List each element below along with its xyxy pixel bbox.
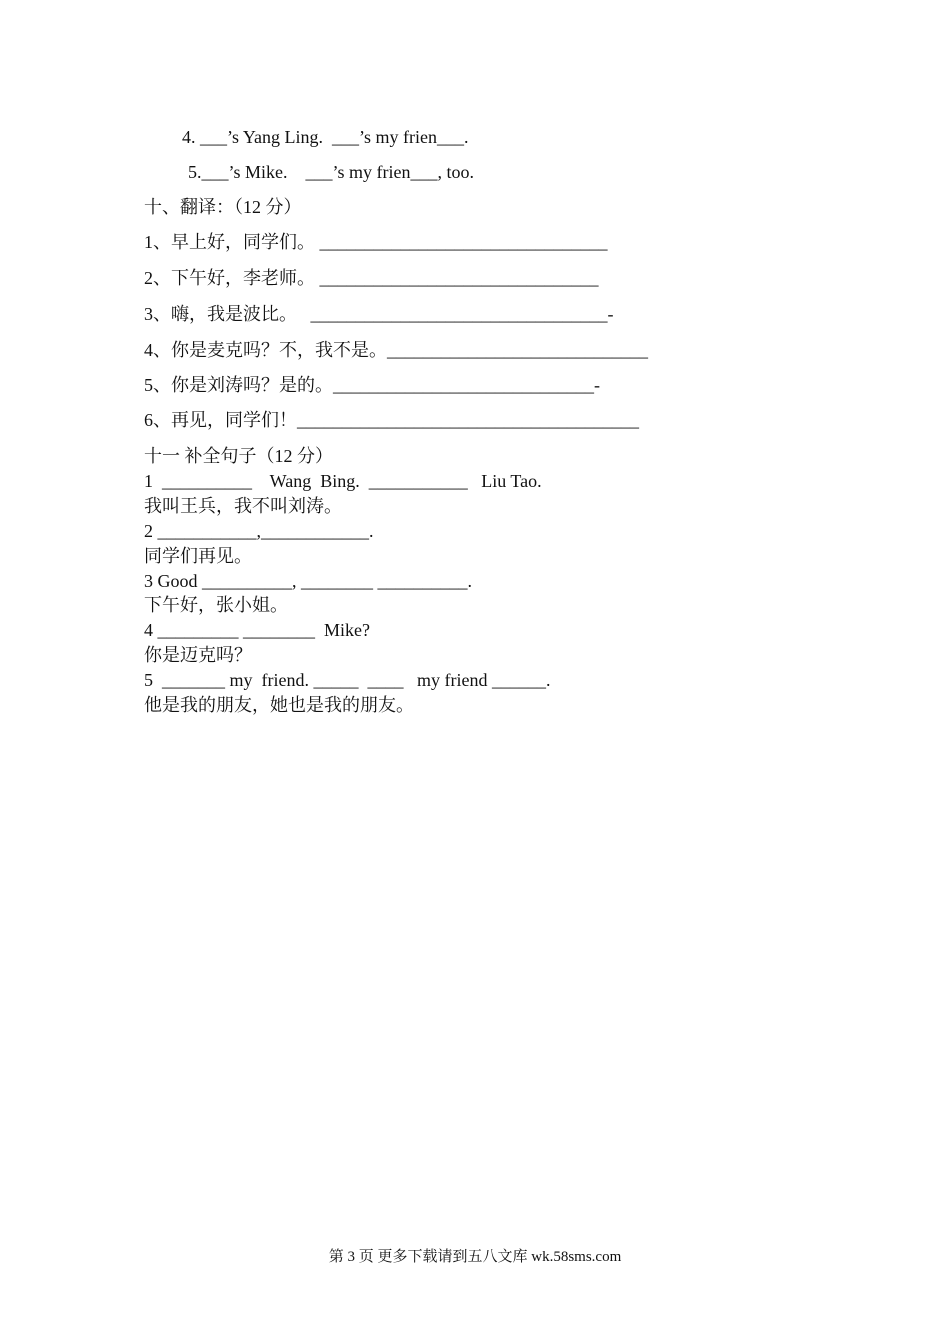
sentence-5-chinese: 他是我的朋友，她也是我的朋友。 [144,695,414,715]
sentence-5-english: 5 _______ my friend. _____ ____ my friend ______. [144,670,551,690]
section-eleven-heading: 十一 补全句子（12 分） [144,446,333,466]
sentence-2-english: 2 ___________,____________. [144,521,374,541]
translation-item-6: 6、再见，同学们！______________________________________ [144,410,639,430]
sentence-2-chinese: 同学们再见。 [144,546,252,566]
sentence-4-chinese: 你是迈克吗？ [144,645,252,665]
translation-item-1: 1、早上好，同学们。 ________________________________ [144,232,608,252]
translation-item-5: 5、你是刘涛吗？是的。_____________________________- [144,375,600,395]
sentence-3-chinese: 下午好，张小姐。 [144,595,288,615]
translation-item-3: 3、嗨，我是波比。 _________________________________- [144,304,614,324]
translation-item-4: 4、你是麦克吗？不，我不是。_____________________________ [144,340,648,360]
sentence-4-english: 4 _________ ________ Mike? [144,620,370,640]
section-nine-item-5: 5.___’s Mike. ___’s my frien___, too. [188,162,474,182]
sentence-3-english: 3 Good __________, ________ __________. [144,571,472,591]
sentence-1-english: 1 __________ Wang Bing. ___________ Liu Tao. [144,471,542,491]
sentence-1-chinese: 我叫王兵，我不叫刘涛。 [144,496,342,516]
page-footer: 第 3 页 更多下载请到五八文库 wk.58sms.com [328,1249,622,1265]
section-nine-item-4: 4. ___’s Yang Ling. ___’s my frien___. [182,127,469,147]
section-ten-heading: 十、翻译：（12 分） [144,197,302,217]
translation-item-2: 2、下午好，李老师。 _______________________________ [144,268,599,288]
